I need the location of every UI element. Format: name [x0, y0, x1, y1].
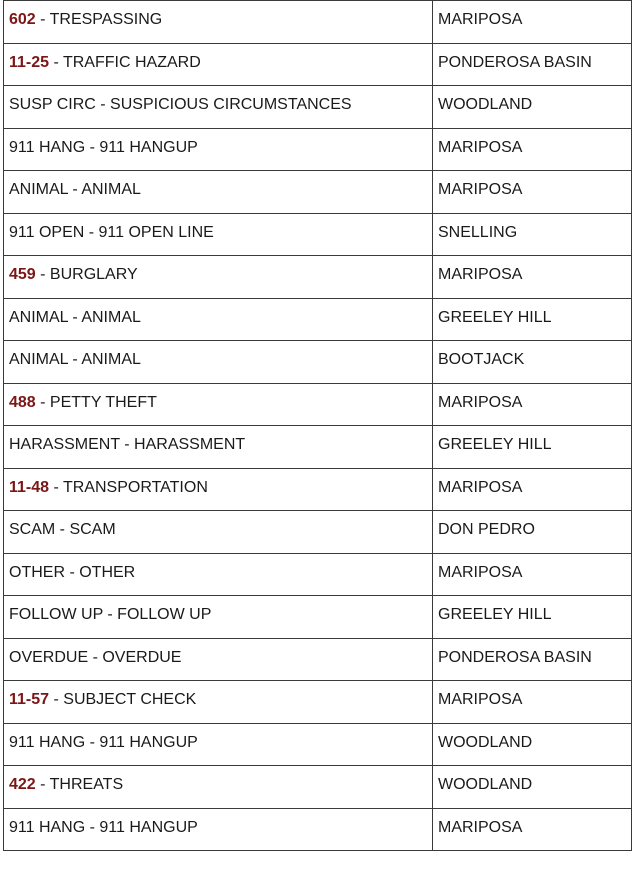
incident-type-cell: [4, 468, 433, 511]
incident-type-cell: [4, 298, 433, 341]
incident-description: - BURGLARY: [35, 266, 138, 283]
incident-description: 911 HANG - 911 HANGUP: [9, 138, 198, 156]
incident-row: [4, 1, 632, 44]
incident-description: 911 OPEN - 911 OPEN LINE: [9, 223, 214, 241]
incident-description: SUSP CIRC - SUSPICIOUS CIRCUMSTANCES: [9, 96, 352, 113]
incident-description: - TRAFFIC HAZARD: [49, 53, 201, 71]
incident-description: ANIMAL - ANIMAL: [9, 351, 141, 368]
incident-code: 459: [9, 266, 36, 283]
incident-code: 11-57: [9, 691, 50, 708]
incident-location: GREELEY HILL: [438, 436, 552, 453]
incident-code: 11-48: [9, 478, 50, 496]
incident-type-cell: [4, 171, 433, 214]
incident-location-cell: [433, 808, 632, 851]
incident-type-cell: [4, 1, 433, 44]
incident-location: MARIPOSA: [438, 478, 523, 496]
incident-row: [4, 426, 632, 469]
incident-description: ANIMAL - ANIMAL: [9, 181, 141, 198]
incident-type-cell: [4, 256, 433, 299]
incident-location-cell: [433, 43, 632, 86]
incident-location: MARIPOSA: [438, 691, 523, 708]
incident-description: OTHER - OTHER: [9, 563, 136, 581]
incident-type-cell: [4, 808, 433, 851]
incident-location-cell: [433, 553, 632, 596]
incident-type-cell: [4, 511, 433, 554]
incident-description: - THREATS: [35, 776, 124, 793]
incident-code: 422: [9, 776, 36, 793]
incident-location-cell: [433, 426, 632, 469]
incident-row: [4, 468, 632, 511]
incident-location-cell: [433, 511, 632, 554]
incident-location: MARIPOSA: [438, 393, 523, 411]
incident-row: [4, 171, 632, 214]
incident-row: [4, 723, 632, 766]
incident-row: [4, 553, 632, 596]
incident-location: PONDEROSA BASIN: [438, 53, 592, 71]
incident-type-cell: [4, 723, 433, 766]
incident-row: [4, 256, 632, 299]
incident-row: [4, 383, 632, 426]
incident-location-cell: [433, 298, 632, 341]
incident-row: [4, 766, 632, 809]
incident-type-cell: [4, 213, 433, 256]
incident-location: BOOTJACK: [438, 351, 525, 368]
incident-row: [4, 341, 632, 384]
incident-row: [4, 596, 632, 639]
incident-description: HARASSMENT - HARASSMENT: [9, 436, 246, 453]
incident-row: [4, 86, 632, 129]
incident-type-cell: [4, 128, 433, 171]
incident-location-cell: [433, 638, 632, 681]
incident-location-cell: [433, 86, 632, 129]
incident-location-cell: [433, 468, 632, 511]
incident-location-cell: [433, 681, 632, 724]
incident-location-cell: [433, 1, 632, 44]
incident-type-cell: [4, 383, 433, 426]
incident-location: MARIPOSA: [438, 818, 523, 836]
incident-type-cell: [4, 638, 433, 681]
incident-description: - TRESPASSING: [35, 11, 163, 28]
incident-log-body: [4, 1, 632, 851]
incident-location: WOODLAND: [438, 733, 533, 751]
incident-type-cell: [4, 766, 433, 809]
incident-location: MARIPOSA: [438, 563, 523, 581]
incident-type-cell: [4, 43, 433, 86]
incident-type-cell: [4, 681, 433, 724]
incident-code: 602: [9, 11, 36, 28]
incident-location: MARIPOSA: [438, 11, 523, 28]
incident-location: WOODLAND: [438, 96, 533, 113]
incident-location-cell: [433, 596, 632, 639]
incident-description: 911 HANG - 911 HANGUP: [9, 733, 198, 751]
incident-row: [4, 511, 632, 554]
incident-type-cell: [4, 553, 433, 596]
incident-row: [4, 43, 632, 86]
incident-location: PONDEROSA BASIN: [438, 648, 592, 666]
incident-type-cell: [4, 426, 433, 469]
incident-description: ANIMAL - ANIMAL: [9, 308, 141, 326]
incident-location: MARIPOSA: [438, 181, 523, 198]
incident-location: GREELEY HILL: [438, 606, 552, 623]
incident-type-cell: [4, 341, 433, 384]
incident-location-cell: [433, 171, 632, 214]
incident-row: [4, 213, 632, 256]
incident-description: FOLLOW UP - FOLLOW UP: [9, 606, 212, 623]
incident-code: 11-25: [9, 53, 50, 71]
incident-description: - SUBJECT CHECK: [49, 691, 197, 708]
incident-description: - PETTY THEFT: [35, 393, 157, 411]
incident-location-cell: [433, 256, 632, 299]
incident-location-cell: [433, 723, 632, 766]
incident-location-cell: [433, 766, 632, 809]
incident-description: - TRANSPORTATION: [49, 478, 208, 496]
incident-location-cell: [433, 213, 632, 256]
incident-location: GREELEY HILL: [438, 308, 552, 326]
incident-location-cell: [433, 128, 632, 171]
incident-row: [4, 681, 632, 724]
incident-log-table: [3, 0, 632, 851]
incident-location: MARIPOSA: [438, 138, 523, 156]
incident-location: MARIPOSA: [438, 266, 523, 283]
incident-row: [4, 638, 632, 681]
incident-code: 488: [9, 393, 36, 411]
incident-row: [4, 298, 632, 341]
incident-description: SCAM - SCAM: [9, 521, 116, 538]
incident-location: SNELLING: [438, 223, 518, 241]
incident-type-cell: [4, 596, 433, 639]
incident-type-cell: [4, 86, 433, 129]
incident-location: DON PEDRO: [438, 521, 535, 538]
incident-row: [4, 128, 632, 171]
incident-description: OVERDUE - OVERDUE: [9, 648, 182, 666]
incident-row: [4, 808, 632, 851]
incident-location: WOODLAND: [438, 776, 533, 793]
incident-location-cell: [433, 383, 632, 426]
incident-location-cell: [433, 341, 632, 384]
incident-description: 911 HANG - 911 HANGUP: [9, 818, 198, 836]
